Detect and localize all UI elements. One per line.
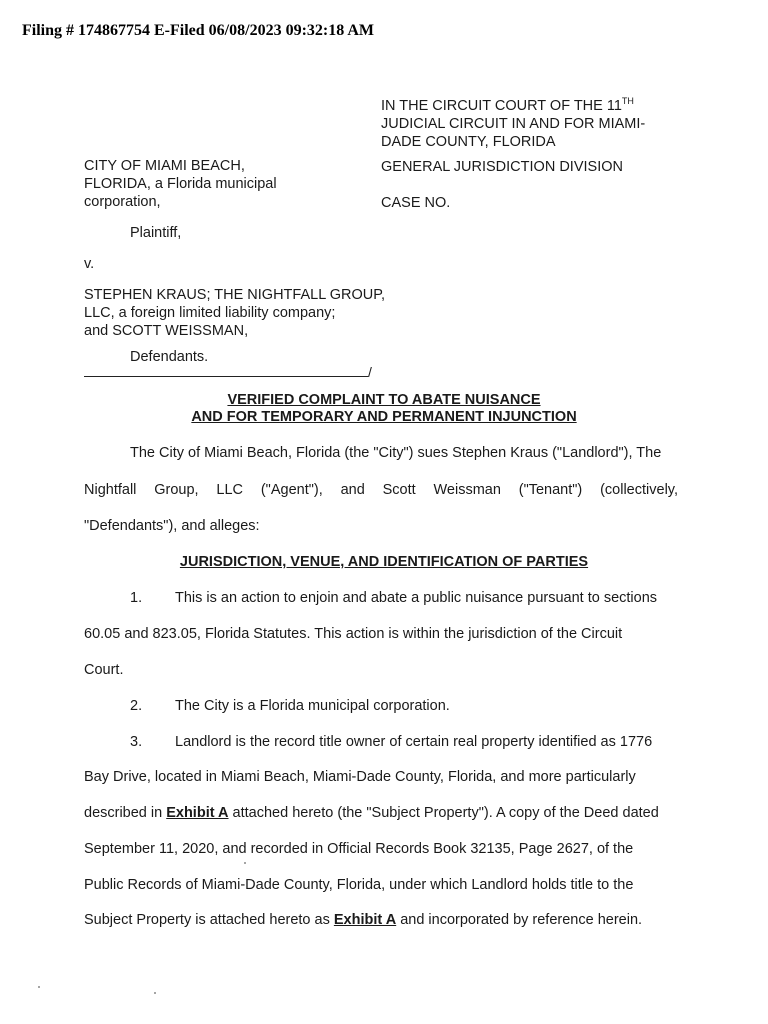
defendant-line: STEPHEN KRAUS; THE NIGHTFALL GROUP, — [84, 287, 386, 303]
court-line-1-sup: TH — [621, 96, 634, 106]
intro-line-2: Nightfall Group, LLC ("Agent"), and Scott Weissman ("Tenant") (collectively, — [84, 482, 678, 498]
caption-rule — [84, 376, 368, 377]
paragraph-number-2: 2. — [130, 698, 143, 714]
court-caption — [381, 92, 701, 151]
versus: v. — [84, 256, 95, 272]
court-line-3: DADE COUNTY, FLORIDA — [381, 134, 556, 150]
paragraph-number-1: 1. — [130, 590, 143, 606]
section-heading: JURISDICTION, VENUE, AND IDENTIFICATION OF PARTIES — [179, 554, 589, 570]
paragraph-number-3: 3. — [130, 734, 143, 750]
case-number: CASE NO. — [381, 195, 451, 211]
paragraph-3-line-1: Landlord is the record title owner of certain real property identified as 1776 — [175, 734, 653, 750]
defendants-role: Defendants. — [130, 349, 209, 365]
p3-line-6-post: and incorporated by reference herein. — [396, 912, 643, 928]
intro-line-3: "Defendants"), and alleges: — [84, 518, 260, 534]
paragraph-3-line-6 — [84, 912, 642, 928]
plaintiff-name — [84, 157, 344, 211]
scan-speck — [38, 986, 40, 988]
document-title — [0, 392, 768, 426]
title-line-1: VERIFIED COMPLAINT TO ABATE NUISANCE — [227, 392, 541, 408]
court-line-1 — [381, 92, 701, 115]
p3-line-3-post: attached hereto (the "Subject Property"). A copy of the Deed dated — [228, 805, 659, 821]
intro-line-1: The City of Miami Beach, Florida (the "City") sues Stephen Kraus ("Landlord"), The — [130, 445, 662, 461]
division: GENERAL JURISDICTION DIVISION — [381, 159, 623, 175]
court-line-2: JUDICIAL CIRCUIT IN AND FOR MIAMI- — [381, 116, 646, 132]
defendants-names — [84, 286, 424, 340]
p3-line-6-pre: Subject Property is attached hereto as — [84, 912, 334, 928]
paragraph-1-line-3: Court. — [84, 662, 124, 678]
exhibit-a-reference: Exhibit A — [166, 805, 229, 821]
filing-stamp: Filing # 174867754 E-Filed 06/08/2023 09:32:18 AM — [22, 22, 374, 39]
title-line-2: AND FOR TEMPORARY AND PERMANENT INJUNCTION — [191, 409, 577, 425]
paragraph-1-line-2: 60.05 and 823.05, Florida Statutes. This action is within the jurisdiction of the Circuit — [84, 626, 623, 642]
scan-speck — [154, 992, 156, 994]
court-line-1-text: IN THE CIRCUIT COURT OF THE 11 — [381, 98, 622, 114]
paragraph-3-line-2: Bay Drive, located in Miami Beach, Miami-Dade County, Florida, and more particularly — [84, 769, 636, 785]
plaintiff-role: Plaintiff, — [130, 225, 182, 241]
paragraph-3-line-5: Public Records of Miami-Dade County, Florida, under which Landlord holds title to the — [84, 877, 634, 893]
p3-line-3-pre: described in — [84, 805, 167, 821]
defendant-line: and SCOTT WEISSMAN, — [84, 323, 249, 339]
paragraph-3-line-4: September 11, 2020, and recorded in Official Records Book 32135, Page 2627, of the — [84, 841, 634, 857]
plaintiff-line: corporation, — [84, 194, 161, 210]
defendant-line: LLC, a foreign limited liability company; — [84, 305, 336, 321]
paragraph-1-line-1: This is an action to enjoin and abate a public nuisance pursuant to sections — [175, 590, 658, 606]
plaintiff-line: FLORIDA, a Florida municipal — [84, 176, 277, 192]
plaintiff-line: CITY OF MIAMI BEACH, — [84, 158, 245, 174]
scan-speck — [244, 862, 246, 864]
caption-rule-end: / — [368, 364, 372, 380]
paragraph-3-line-3 — [84, 805, 659, 821]
paragraph-2-line-1: The City is a Florida municipal corporation. — [175, 698, 450, 714]
exhibit-a-reference-2: Exhibit A — [333, 912, 397, 928]
